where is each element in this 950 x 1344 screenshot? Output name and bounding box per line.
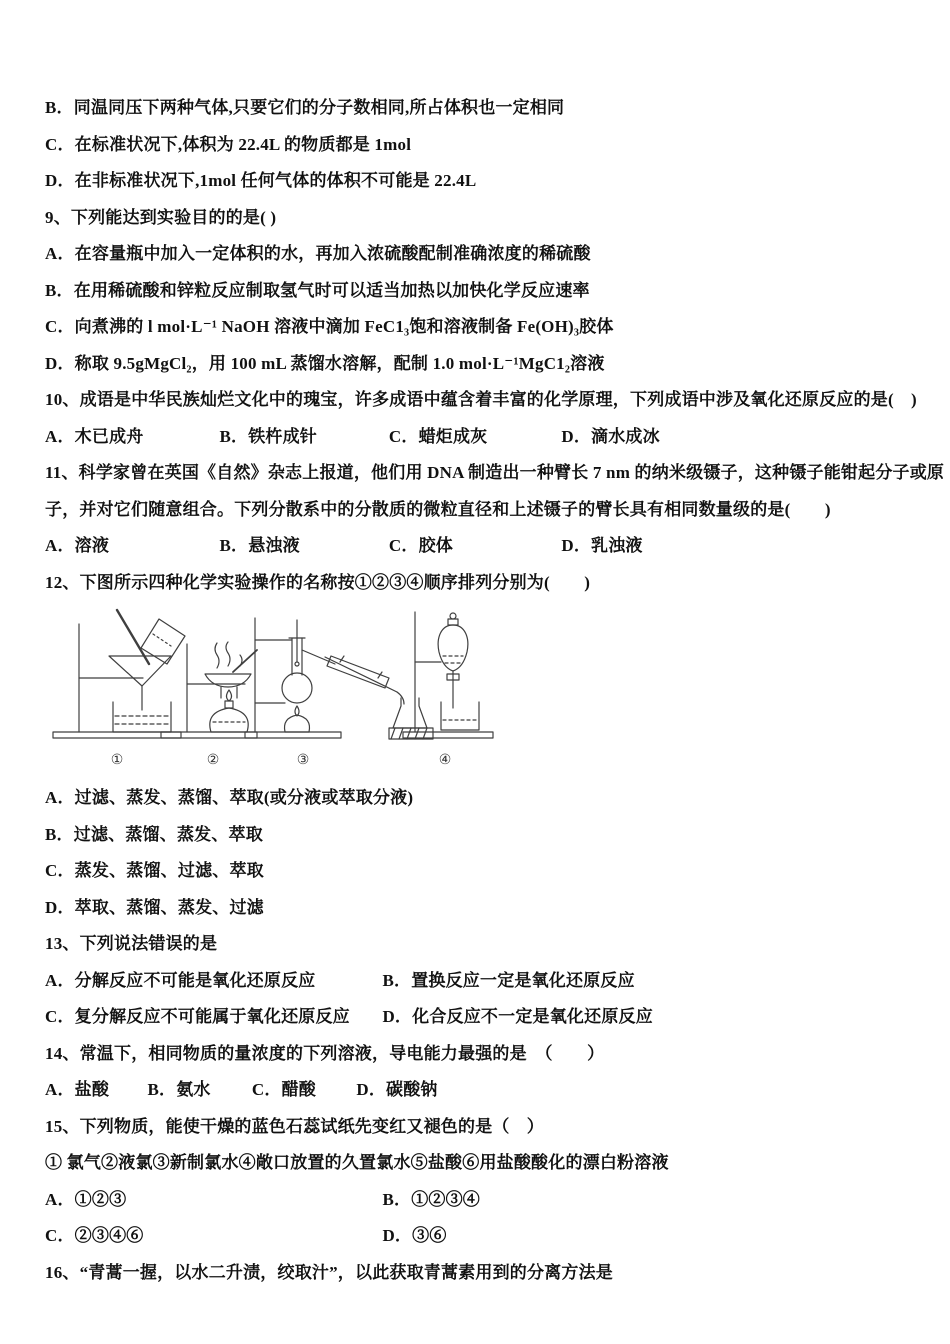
option-text: B．同温同压下两种气体,只要它们的分子数相同,所占体积也一定相同 [45, 98, 565, 117]
option-text: D．萃取、蒸馏、蒸发、过滤 [45, 897, 264, 917]
question-text: 11、科学家曾在英国《自然》杂志上报道，他们用 DNA 制造出一种臂长 7 nm 的纳米级镊子，这种镊子能钳起分子或原 [45, 463, 945, 482]
question-8-option-b [45, 90, 922, 127]
question-12-option-d [45, 890, 922, 927]
question-14-options [45, 1072, 922, 1109]
option-c: C．②③④⑥ [45, 1226, 144, 1245]
option-c: C．复分解反应不可能属于氧化还原反应 [45, 1007, 350, 1026]
question-15-options-cd [45, 1218, 922, 1255]
question-8-option-c [45, 127, 922, 164]
list-text: ① 氯气②液氯③新制氯水④敞口放置的久置氯水⑤盐酸⑥用盐酸酸化的漂白粉溶液 [45, 1153, 669, 1172]
question-9-option-b [45, 273, 922, 310]
option-d: D．碳酸钠 [356, 1080, 438, 1099]
option-c: C．醋酸 [251, 1080, 316, 1099]
question-9-option-c [45, 309, 922, 346]
filtration-apparatus-drawing [53, 610, 185, 738]
option-text: C．在标准状况下,体积为 22.4L 的物质都是 1mol [45, 134, 412, 154]
question-text: 16、“青蒿一握，以水二升渍，绞取汁”，以此获取青蒿素用到的分离方法是 [45, 1262, 613, 1282]
option-b: B．铁杵成针 [219, 426, 317, 446]
option-text: B．过滤、蒸馏、蒸发、萃取 [45, 824, 263, 844]
option-b: B．置换反应一定是氧化还原反应 [382, 970, 635, 990]
option-d: D．③⑥ [382, 1226, 447, 1245]
question-text: 15、下列物质，能使干燥的蓝色石蕊试纸先变红又褪色的是（ ） [45, 1116, 544, 1136]
question-13-title [45, 926, 922, 963]
question-10-options [45, 419, 922, 456]
option-text: A．在容量瓶中加入一定体积的水，再加入浓硫酸配制准确浓度的稀硫酸 [45, 244, 591, 263]
option-text: D．在非标准状况下,1mol 任何气体的体积不可能是 22.4L [45, 171, 477, 190]
option-b: B．氨水 [147, 1080, 211, 1099]
option-b: B．悬浊液 [219, 536, 300, 555]
option-d: D．化合反应不一定是氧化还原反应 [382, 1007, 653, 1026]
question-9-option-a [45, 236, 922, 273]
option-c: C．蜡炬成灰 [388, 426, 488, 446]
question-14-title [45, 1036, 922, 1073]
question-15-options-ab [45, 1182, 922, 1219]
question-15-title [45, 1109, 922, 1146]
apparatus-diagram [45, 606, 505, 770]
question-15-list [45, 1145, 922, 1182]
question-12-option-c [45, 853, 922, 890]
option-a: A．盐酸 [45, 1080, 110, 1099]
option-text: C．蒸发、蒸馏、过滤、萃取 [45, 861, 264, 880]
question-text: 子，并对它们随意组合。下列分散系中的分散质的微粒直径和上述镊子的臂长具有相同数量级的是( ) [45, 499, 831, 519]
separating-funnel-apparatus-drawing [403, 612, 493, 738]
figure-label-2: ② [206, 753, 220, 768]
option-c: C．胶体 [388, 536, 453, 555]
question-13-options-ab [45, 963, 922, 1000]
option-a: A．木已成舟 [45, 426, 144, 446]
question-16-title [45, 1255, 922, 1292]
question-12-option-b [45, 817, 922, 854]
figure-label-4: ④ [438, 753, 452, 768]
option-a: A．分解反应不可能是氧化还原反应 [45, 970, 316, 990]
option-d: D．滴水成冰 [561, 426, 660, 446]
question-text: 12、下图所示四种化学实验操作的名称按①②③④顺序排列分别为( ) [45, 572, 591, 592]
option-a: A．溶液 [45, 536, 110, 555]
question-11-options [45, 528, 922, 565]
question-13-options-cd [45, 999, 922, 1036]
question-12-title [45, 565, 922, 602]
option-text: A．过滤、蒸发、蒸馏、萃取(或分液或萃取分液) [45, 788, 414, 807]
q12-apparatus-figure [45, 606, 505, 770]
question-text: 10、成语是中华民族灿烂文化中的瑰宝，许多成语中蕴含着丰富的化学原理，下列成语中涉及氧化还原反应的是( ) [45, 390, 917, 409]
question-11-line2 [45, 492, 922, 529]
question-9-option-d [45, 346, 922, 383]
option-d: D．乳浊液 [561, 536, 643, 555]
question-9-title [45, 200, 922, 237]
question-12-option-a [45, 780, 922, 817]
question-text: 14、常温下，相同物质的量浓度的下列溶液，导电能力最强的是 （ ） [45, 1043, 605, 1063]
figure-label-3: ③ [296, 753, 310, 768]
evaporation-apparatus-drawing [161, 642, 257, 738]
question-10-title [45, 382, 922, 419]
distillation-apparatus-drawing [245, 618, 433, 739]
question-text: 13、下列说法错误的是 [45, 934, 218, 953]
option-b: B．①②③④ [382, 1189, 480, 1209]
question-text: 9、下列能达到实验目的的是( ) [45, 207, 277, 227]
option-a: A．①②③ [45, 1189, 127, 1209]
option-text: B．在用稀硫酸和锌粒反应制取氢气时可以适当加热以加快化学反应速率 [45, 280, 590, 300]
option-text: D．称取 9.5gMgCl₂，用 100 mL 蒸馏水溶解，配制 1.0 mol·L⁻¹MgC1₂溶液 [45, 353, 605, 373]
option-text: C．向煮沸的 l mol·L⁻¹ NaOH 溶液中滴加 FeC1₃饱和溶液制备 Fe(OH)₃胶体 [45, 317, 614, 336]
question-11-line1 [45, 455, 945, 492]
figure-label-1: ① [110, 753, 124, 768]
question-8-option-d [45, 163, 922, 200]
